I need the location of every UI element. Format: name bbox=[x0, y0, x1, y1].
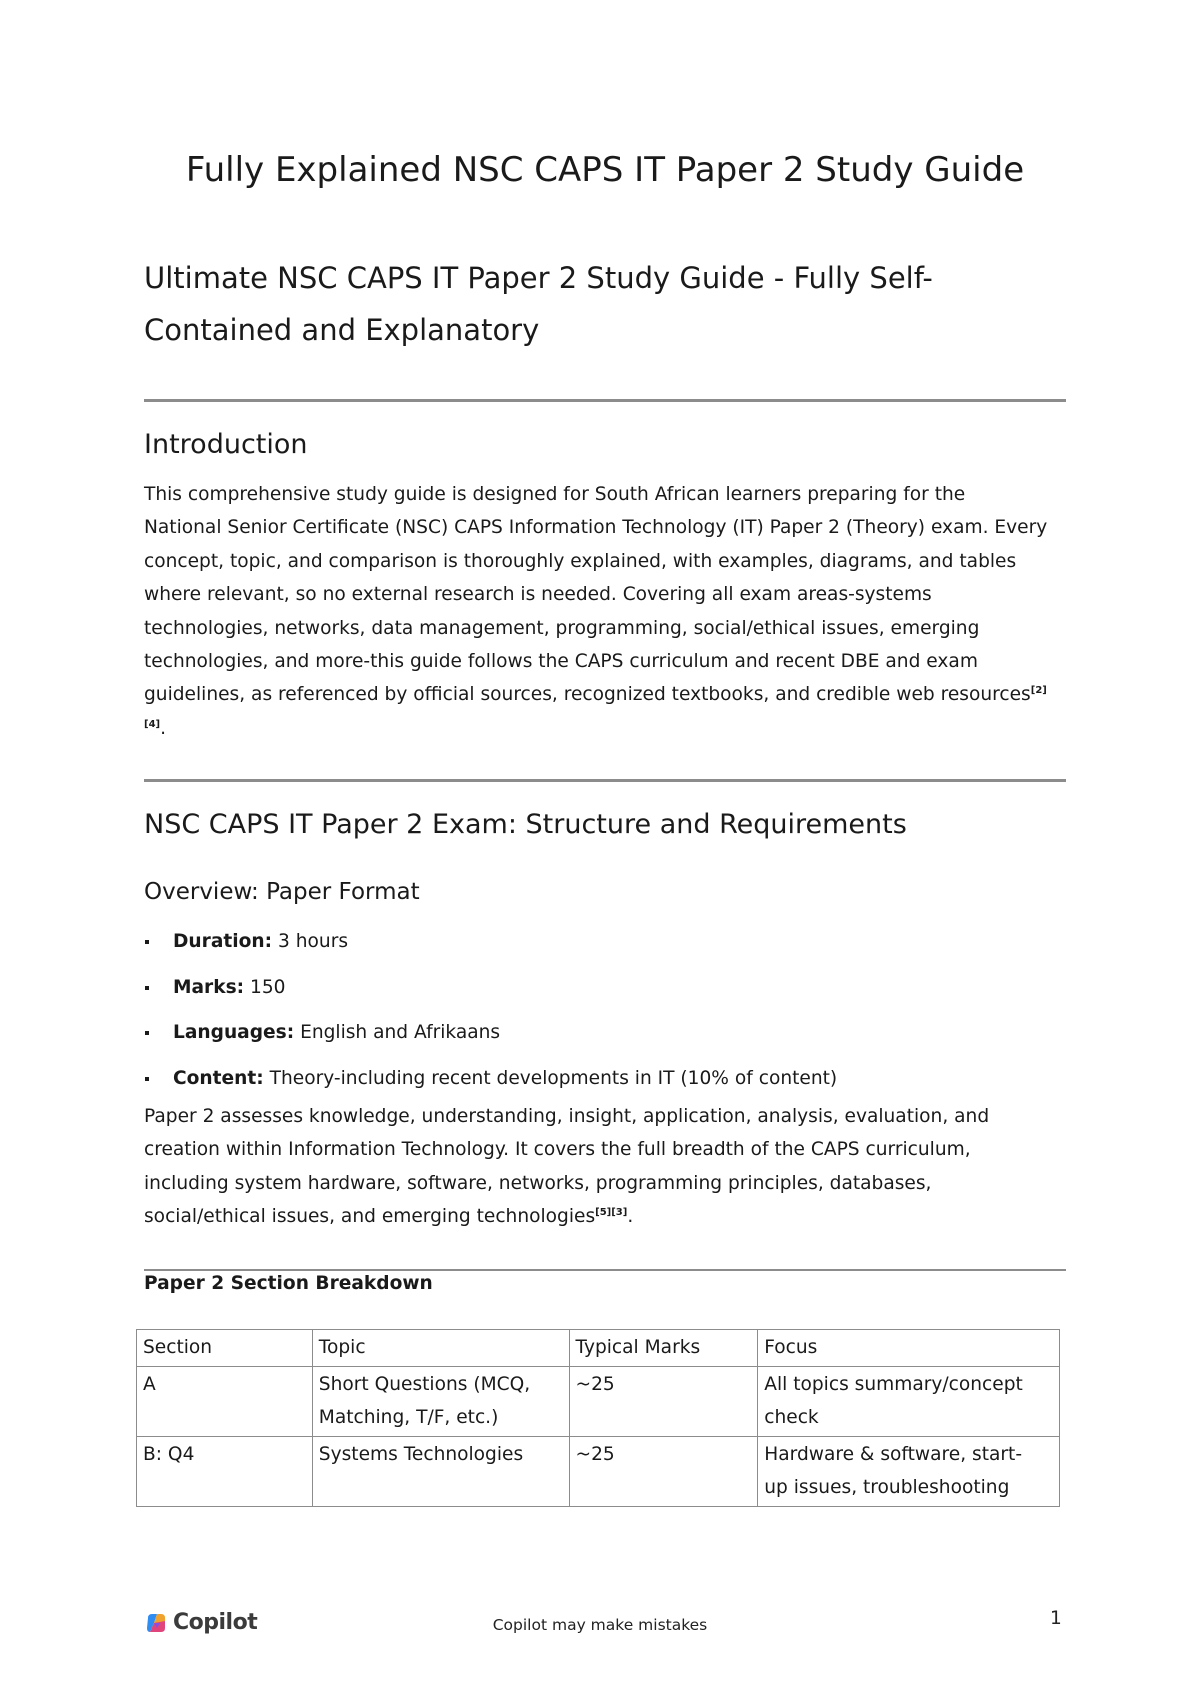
brand-name: Copilot bbox=[173, 1610, 258, 1635]
introduction-paragraph bbox=[144, 478, 1066, 745]
intro-end-punct: . bbox=[160, 717, 167, 739]
document-subtitle bbox=[144, 252, 1066, 356]
column-header: Typical Marks bbox=[569, 1330, 758, 1367]
document-title: Fully Explained NSC CAPS IT Paper 2 Study Guide bbox=[185, 150, 1025, 190]
cell-line: check bbox=[764, 1407, 819, 1428]
bullet-label: Duration: bbox=[173, 931, 273, 952]
table-row bbox=[137, 1367, 1060, 1437]
table-cell: ~25 bbox=[569, 1437, 758, 1507]
bullet-label: Content: bbox=[173, 1067, 264, 1089]
table-row bbox=[137, 1437, 1060, 1507]
intro-line: where relevant, so no external research is needed. Covering all exam areas-systems bbox=[144, 584, 932, 606]
cell-line: Matching, T/F, etc.) bbox=[318, 1407, 499, 1428]
bullet-icon bbox=[145, 1077, 149, 1081]
column-header: Topic bbox=[312, 1330, 569, 1367]
introduction-heading: Introduction bbox=[144, 429, 308, 460]
cell-line: Short Questions (MCQ, bbox=[318, 1374, 531, 1395]
cell-line: Hardware & software, start- bbox=[764, 1444, 1023, 1465]
table-cell: B: Q4 bbox=[137, 1437, 313, 1507]
paper-format-list bbox=[144, 925, 837, 1107]
bullet-icon bbox=[145, 940, 149, 944]
para-line: social/ethical issues, and emerging technologies bbox=[144, 1206, 596, 1228]
intro-line: concept, topic, and comparison is thoroughly explained, with examples, diagrams, and tables bbox=[144, 550, 1017, 572]
table-caption: Paper 2 Section Breakdown bbox=[144, 1273, 433, 1294]
column-header: Focus bbox=[758, 1330, 1060, 1367]
cell-line: up issues, troubleshooting bbox=[764, 1477, 1010, 1498]
column-header: Section bbox=[137, 1330, 313, 1367]
bullet-value: English and Afrikaans bbox=[294, 1022, 501, 1043]
citation-ref[interactable]: [2] bbox=[1030, 685, 1047, 697]
table-cell bbox=[312, 1367, 569, 1437]
cell-line: All topics summary/concept bbox=[764, 1374, 1023, 1395]
bullet-label: Languages: bbox=[173, 1022, 295, 1043]
section-divider bbox=[144, 779, 1066, 782]
exam-description-paragraph bbox=[144, 1100, 1066, 1234]
intro-line: This comprehensive study guide is designed for South African learners preparing for the bbox=[144, 484, 966, 505]
subtitle-line-2: Contained and Explanatory bbox=[144, 313, 540, 347]
table-cell: A bbox=[137, 1367, 313, 1437]
bullet-icon bbox=[145, 986, 149, 990]
footer-disclaimer: Copilot may make mistakes bbox=[492, 1616, 708, 1634]
table-cell: ~25 bbox=[569, 1367, 758, 1437]
intro-line: National Senior Certificate (NSC) CAPS Information Technology (IT) Paper 2 (Theory) exam. Every bbox=[144, 517, 1048, 539]
bullet-label: Marks: bbox=[173, 976, 245, 998]
bullet-value: Theory-including recent developments in IT (10% of content) bbox=[263, 1067, 838, 1089]
para-line: creation within Information Technology. It covers the full breadth of the CAPS curriculum, bbox=[144, 1139, 971, 1161]
overview-heading: Overview: Paper Format bbox=[144, 879, 420, 905]
bullet-value: 3 hours bbox=[272, 931, 349, 952]
para-line: including system hardware, software, networks, programming principles, databases, bbox=[144, 1172, 932, 1194]
para-end-punct: . bbox=[627, 1206, 634, 1228]
subtitle-line-1: Ultimate NSC CAPS IT Paper 2 Study Guide - Fully Self- bbox=[144, 261, 933, 295]
intro-line: guidelines, as referenced by official sources, recognized textbooks, and credible web resources bbox=[144, 684, 1031, 706]
table-cell: Systems Technologies bbox=[312, 1437, 569, 1507]
para-line: Paper 2 assesses knowledge, understanding, insight, application, analysis, evaluation, and bbox=[144, 1106, 990, 1127]
section-breakdown-table bbox=[136, 1329, 1060, 1507]
citation-ref[interactable]: [4] bbox=[144, 718, 161, 730]
list-item bbox=[144, 1016, 837, 1062]
section-divider bbox=[144, 399, 1066, 402]
citation-ref[interactable]: [5][3] bbox=[595, 1207, 628, 1219]
table-cell bbox=[758, 1437, 1060, 1507]
list-item bbox=[144, 971, 837, 1017]
page-number: 1 bbox=[1050, 1608, 1062, 1629]
bullet-icon bbox=[145, 1031, 149, 1035]
exam-structure-heading: NSC CAPS IT Paper 2 Exam: Structure and Requirements bbox=[144, 809, 907, 840]
intro-line: technologies, and more-this guide follows the CAPS curriculum and recent DBE and exam bbox=[144, 651, 978, 673]
list-item bbox=[144, 925, 837, 971]
intro-line: technologies, networks, data management, programming, social/ethical issues, emerging bbox=[144, 617, 980, 639]
table-header-row bbox=[137, 1330, 1060, 1367]
table-divider bbox=[144, 1269, 1066, 1271]
table-cell bbox=[758, 1367, 1060, 1437]
bullet-value: 150 bbox=[244, 976, 286, 998]
